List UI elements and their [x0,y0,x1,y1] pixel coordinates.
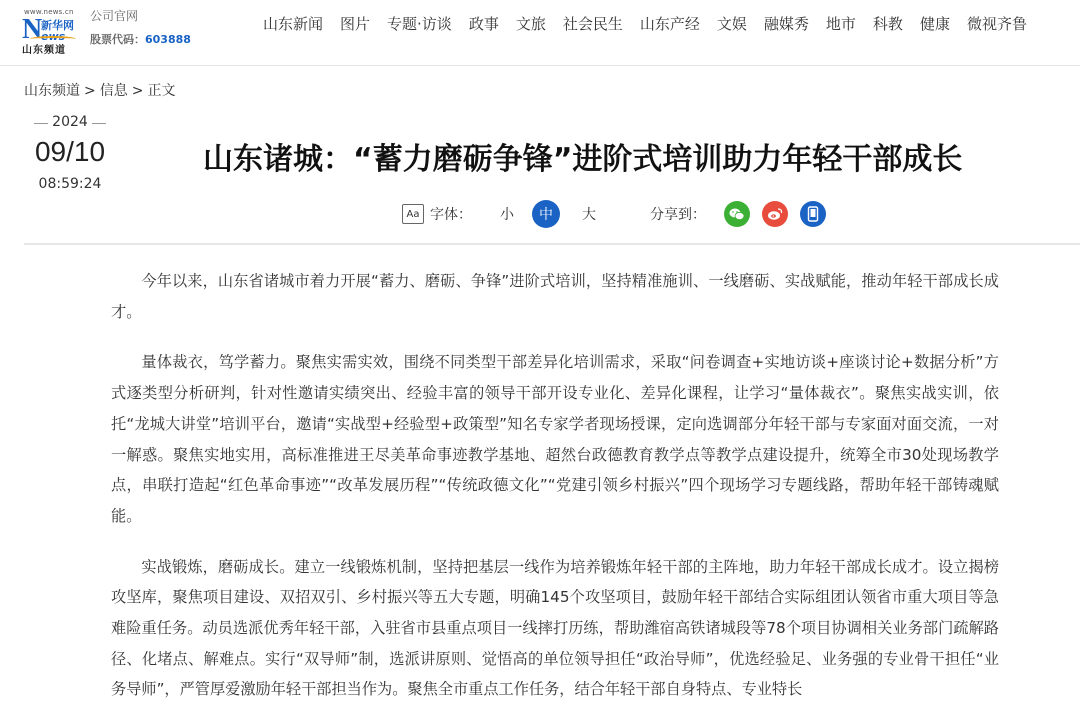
wechat-icon [729,207,745,221]
breadcrumb-info[interactable]: 信息 [99,83,128,99]
weibo-icon [767,207,783,221]
logo-xinhua-text: 新华网 [41,19,74,32]
font-size-medium-button[interactable]: 中 [532,200,560,228]
publish-month-day: 09/10 [34,136,106,167]
stock-label: 股票代码： [90,33,145,46]
nav-item-health[interactable]: 健康 [919,15,950,33]
breadcrumb [24,80,179,100]
nav-item-economy[interactable]: 山东产经 [639,15,700,33]
nav-item-video-qilu[interactable]: 微视齐鲁 [966,15,1027,33]
mobile-icon [807,206,819,222]
article-paragraph: 量体裁衣，笃学蓄力。聚焦实需实效，围绕不同类型干部差异化培训需求，采取“问卷调查+实地访谈+座谈讨论+数据分析”方式逐类型分析研判，针对性邀请实绩突出、经验丰富的领导干部开设专业化、差异化课程，让学习“量体裁衣”。聚焦实战实训，依托“龙城大讲堂”培训平台，邀请“实战型+经验型+政策型”知名专家学者现场授课，定向选调部分年轻干部与专家面对面交流，一对一解惑。聚焦实地实用，高标准推进王尽美革命事迹教学基地、超然台政德教育教学点等教学点建设提升，统筹全市30处现场教学点，串联打造起“红色革命事迹”“改革发展历程”“传统政德文化”“党建引领乡村振兴”四个现场学习专题线路，帮助年轻干部铸魂赋能。 [111,353,999,525]
stock-code [90,31,191,47]
article-tools [402,200,826,228]
article-body [111,266,999,715]
breadcrumb-separator: > [131,83,144,99]
site-header [0,0,1080,66]
breadcrumb-separator: > [84,83,96,99]
nav-item-entertainment[interactable]: 文娱 [716,15,747,33]
share-label: 分享到： [650,207,706,223]
main-nav [263,14,1044,34]
header-divider [24,243,1080,245]
nav-item-politics[interactable]: 政事 [468,15,499,33]
weibo-share-button[interactable] [762,201,788,227]
publish-year: 2024 [24,114,116,130]
font-size-icon: Aa [402,204,424,224]
logo-ews-text: ews [41,30,66,43]
font-label: 字体： [430,207,472,223]
breadcrumb-channel[interactable]: 山东频道 [24,83,80,99]
publish-time: 08:59:24 [38,176,102,192]
brand-meta [90,9,191,47]
nav-item-pictures[interactable]: 图片 [340,15,371,33]
font-size-small-button[interactable]: 小 [500,207,514,223]
nav-item-media-show[interactable]: 融媒秀 [763,15,809,33]
article-title: 山东诸城：“蓄力磨砺争锋”进阶式培训助力年轻干部成长 [203,142,963,177]
article-paragraph: 今年以来，山东省诸城市着力开展“蓄力、磨砺、争锋”进阶式培训，坚持精准施训、一线磨砺、实战赋能，推动年轻干部成长成才。 [111,272,999,321]
site-logo[interactable] [22,8,78,54]
font-size-large-button[interactable]: 大 [582,207,596,223]
nav-item-science-education[interactable]: 科教 [872,15,903,33]
nav-item-topics[interactable]: 专题·访谈 [387,15,452,33]
nav-item-livelihood[interactable]: 社会民生 [562,15,623,33]
nav-item-culture-tourism[interactable]: 文旅 [515,15,546,33]
wechat-share-button[interactable] [724,201,750,227]
article-paragraph: 实战锻炼，磨砺成长。建立一线锻炼机制，坚持把基层一线作为培养锻炼年轻干部的主阵地，助力年轻干部成长成才。设立揭榜攻坚库，聚焦项目建设、双招双引、乡村振兴等五大专题，明确145个攻坚项目，鼓励年轻干部结合实际组团认领省市重大项目等急难险重任务。动员选派优秀年轻干部，入驻省市县重点项目一线摔打历练，帮助潍宿高铁诸城段等78个项目协调相关业务部门疏解路径、化堵点、解难点。实行“双导师”制，选派讲原则、觉悟高的单位领导担任“政治导师”，优选经验足、业务强的专业骨干担任“业务导师”，严管厚爱激励年轻干部担当作为。聚焦全市重点工作任务，结合年轻干部自身特点、专业特长 [111,557,999,699]
nav-item-shandong-news[interactable]: 山东新闻 [263,15,324,33]
breadcrumb-current: 正文 [147,83,176,99]
publish-date [24,114,116,192]
logo-url-text: www.news.cn [24,8,74,16]
official-site-link[interactable]: 公司官网 [90,9,139,23]
nav-item-cities[interactable]: 地市 [825,15,856,33]
stock-code-value: 603888 [145,33,191,46]
logo-n-letter: N [22,14,43,45]
mobile-share-button[interactable] [800,201,826,227]
logo-region-text: 山东频道 [22,45,66,56]
